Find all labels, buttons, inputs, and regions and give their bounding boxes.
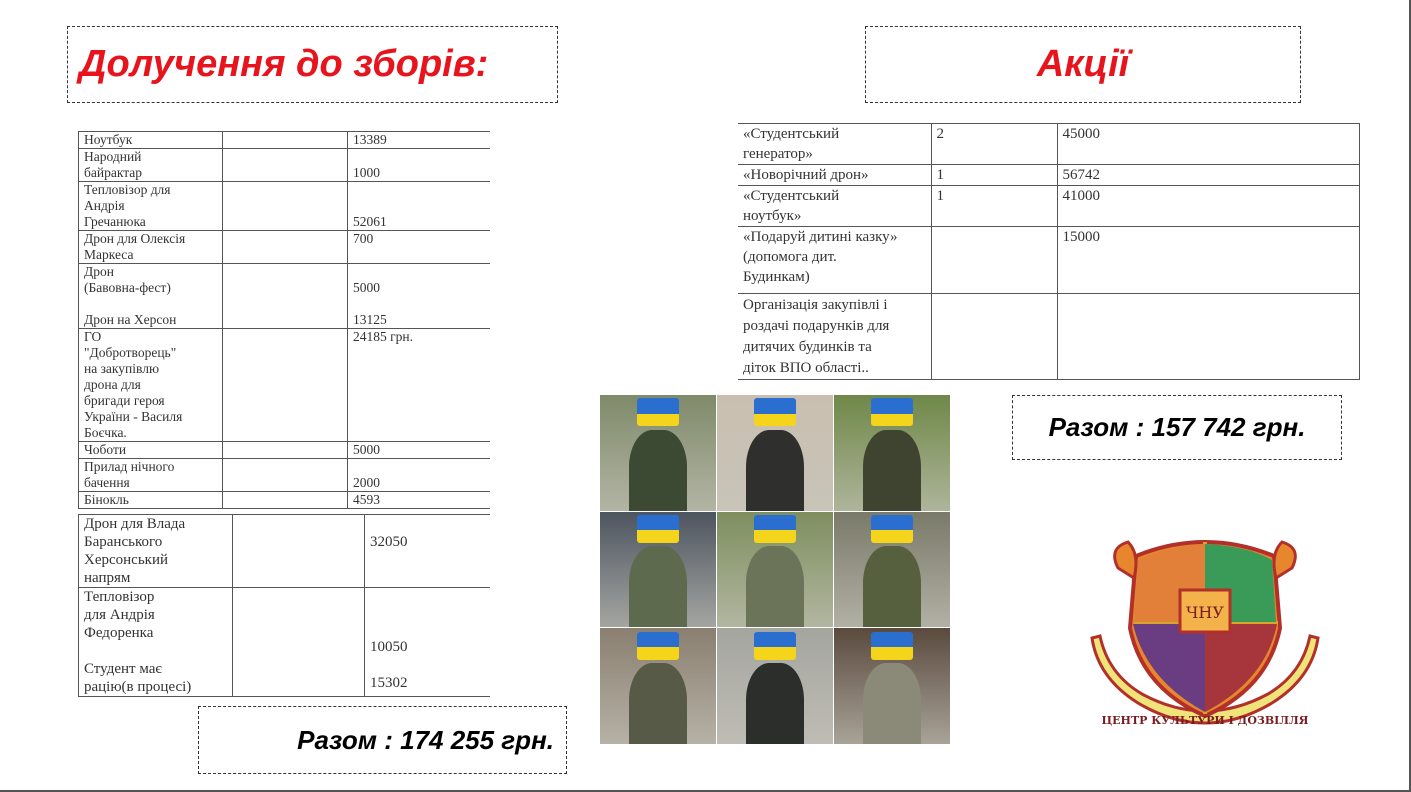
item-name: Дрон (Бавовна-фест) Дрон на Херсон	[79, 264, 223, 329]
person-figure	[863, 663, 921, 744]
volunteer-photo	[717, 512, 833, 628]
empty-cell	[223, 442, 348, 459]
item-name: Дрон для Влада Баранського Херсонський напрям	[79, 515, 233, 588]
right-total-box	[1012, 395, 1342, 460]
volunteer-photo	[717, 628, 833, 744]
volunteer-photo	[600, 395, 716, 511]
action-quantity	[931, 227, 1057, 294]
action-amount	[1057, 294, 1359, 380]
item-amount: 24185 грн.	[348, 329, 490, 442]
person-figure	[629, 546, 687, 627]
person-figure	[746, 546, 804, 627]
item-amount: 10050 15302	[365, 588, 490, 697]
donations-table-continued	[78, 514, 490, 697]
item-amount: 5000 13125	[348, 264, 490, 329]
ukraine-flag-icon	[637, 398, 679, 426]
table-row	[79, 329, 490, 442]
action-amount: 15000	[1057, 227, 1359, 294]
photo-collage	[600, 395, 950, 744]
action-quantity: 1	[931, 186, 1057, 227]
table-row	[79, 264, 490, 329]
action-name: «Студентський генератор»	[738, 124, 931, 165]
item-name: Ноутбук	[79, 132, 223, 149]
right-title-box	[865, 26, 1301, 103]
table-row	[79, 492, 490, 509]
table-row	[738, 227, 1359, 294]
person-figure	[863, 546, 921, 627]
table-row	[738, 186, 1359, 227]
ukraine-flag-icon	[871, 398, 913, 426]
table-row	[738, 165, 1359, 186]
item-name: Тепловізор для Андрія Гречанюка	[79, 182, 223, 231]
emblem-monogram: ЧНУ	[1186, 603, 1224, 622]
emblem-motto: ЦЕНТР КУЛЬТУРИ І ДОЗВІЛЛЯ	[1101, 714, 1309, 727]
person-figure	[863, 430, 921, 511]
volunteer-photo	[717, 395, 833, 511]
action-name: Організація закупівлі і роздачі подарунків для дитячих будинків та діток ВПО області..	[738, 294, 931, 380]
empty-cell	[223, 459, 348, 492]
table-row	[79, 132, 490, 149]
item-name: Бінокль	[79, 492, 223, 509]
item-amount: 5000	[348, 442, 490, 459]
action-quantity	[931, 294, 1057, 380]
left-total: Разом : 174 255 грн.	[297, 724, 554, 755]
action-name: «Студентський ноутбук»	[738, 186, 931, 227]
item-amount: 13389	[348, 132, 490, 149]
empty-cell	[223, 329, 348, 442]
ukraine-flag-icon	[754, 398, 796, 426]
left-total-box	[198, 706, 567, 774]
action-amount: 45000	[1057, 124, 1359, 165]
table-row	[738, 124, 1359, 165]
item-name: Тепловізор для Андрія Федоренка Студент має рацію(в процесі)	[79, 588, 233, 697]
ukraine-flag-icon	[754, 515, 796, 543]
ukraine-flag-icon	[871, 632, 913, 660]
volunteer-photo	[834, 395, 950, 511]
table-row	[79, 231, 490, 264]
volunteer-photo	[834, 628, 950, 744]
actions-table	[738, 123, 1360, 380]
item-amount: 52061	[348, 182, 490, 231]
item-name: Чоботи	[79, 442, 223, 459]
right-title: Акції	[1036, 43, 1130, 85]
empty-cell	[223, 492, 348, 509]
volunteer-photo	[834, 512, 950, 628]
table-row	[79, 515, 490, 588]
item-amount: 1000	[348, 149, 490, 182]
left-title: Долучення до зборів:	[79, 43, 489, 85]
volunteer-photo	[600, 512, 716, 628]
volunteer-photo	[600, 628, 716, 744]
item-amount: 700	[348, 231, 490, 264]
item-name: Народний байрактар	[79, 149, 223, 182]
action-quantity: 2	[931, 124, 1057, 165]
empty-cell	[223, 182, 348, 231]
empty-cell	[223, 149, 348, 182]
empty-cell	[223, 264, 348, 329]
table-row	[79, 588, 490, 697]
action-amount: 56742	[1057, 165, 1359, 186]
person-figure	[746, 430, 804, 511]
table-row	[79, 182, 490, 231]
empty-cell	[233, 515, 365, 588]
item-name: Дрон для Олексія Маркеса	[79, 231, 223, 264]
empty-cell	[223, 132, 348, 149]
action-name: «Новорічний дрон»	[738, 165, 931, 186]
person-figure	[629, 663, 687, 744]
item-name: Прилад нічного бачення	[79, 459, 223, 492]
item-amount: 32050	[365, 515, 490, 588]
ukraine-flag-icon	[637, 515, 679, 543]
table-row	[79, 459, 490, 492]
empty-cell	[223, 231, 348, 264]
ukraine-flag-icon	[637, 632, 679, 660]
left-title-box	[67, 26, 558, 103]
person-figure	[629, 430, 687, 511]
table-row	[738, 294, 1359, 380]
item-amount: 2000	[348, 459, 490, 492]
empty-cell	[233, 588, 365, 697]
action-name: «Подаруй дитині казку» (допомога дит. Будинкам)	[738, 227, 931, 294]
table-row	[79, 149, 490, 182]
culture-center-emblem	[1088, 528, 1322, 740]
ukraine-flag-icon	[871, 515, 913, 543]
donations-table	[78, 131, 490, 509]
table-row	[79, 442, 490, 459]
person-figure	[746, 663, 804, 744]
item-amount: 4593	[348, 492, 490, 509]
right-total: Разом : 157 742 грн.	[1048, 412, 1306, 442]
action-quantity: 1	[931, 165, 1057, 186]
item-name: ГО "Добротворець" на закупівлю дрона для бригади героя України - Василя Боєчка.	[79, 329, 223, 442]
action-amount: 41000	[1057, 186, 1359, 227]
ukraine-flag-icon	[754, 632, 796, 660]
